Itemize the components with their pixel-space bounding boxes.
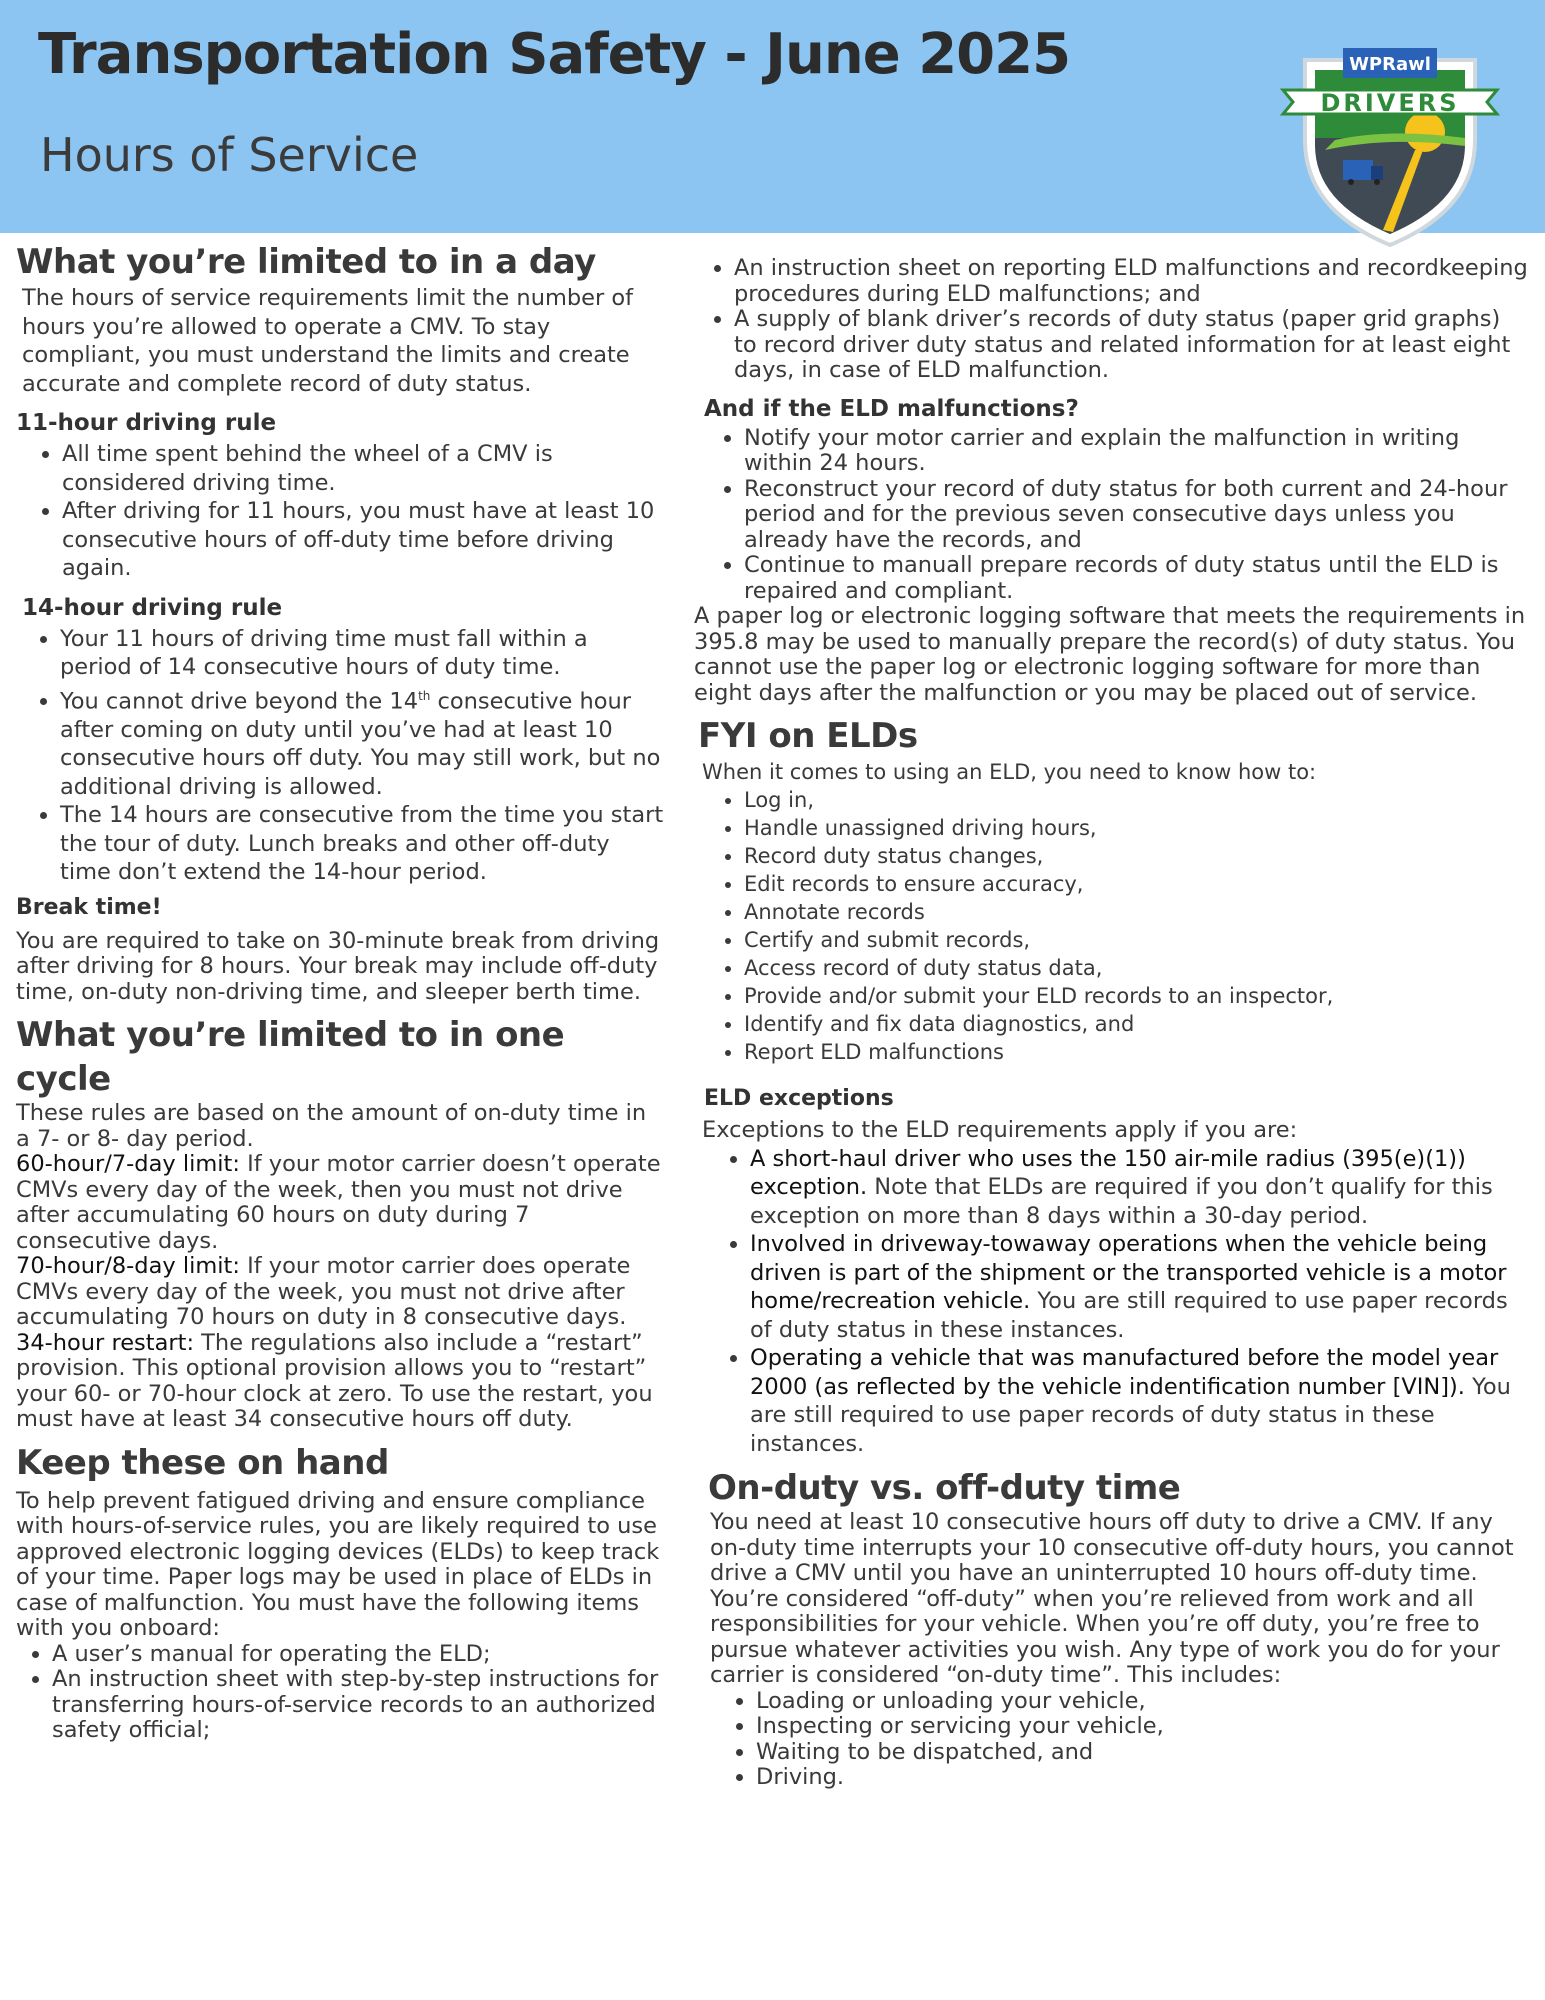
list-item: • An instruction sheet with step-by-step instructions for transferring hours-of-service records to an authorized safety official; — [52, 1667, 664, 1744]
hand-list — [16, 1642, 664, 1744]
list-item: • The 14 hours are consecutive from the time you start the tour of duty. Lunch breaks and other off-duty time don’t extend the 14-hour period. — [60, 801, 664, 887]
section-heading-hand: Keep these on hand — [16, 1442, 389, 1483]
list-item: • Edit records to ensure accuracy, — [744, 870, 1529, 898]
section-heading-cycle: What you’re limited to in one cycle — [16, 1015, 565, 1099]
list-item: • An instruction sheet on reporting ELD malfunctions and recordkeeping procedures during ELD malfunctions; and — [734, 256, 1529, 307]
list-item: • A short-haul driver who uses the 150 air-mile radius (395(e)(1)) exception. Note that ELDs are required if you don’t qualify for this exception on more than 8 days within a 30-day period. — [750, 1145, 1529, 1231]
list-item: • Inspecting or servicing your vehicle, — [756, 1714, 1529, 1740]
malfunction-heading: And if the ELD malfunctions? — [704, 395, 1079, 422]
list-item: • After driving for 11 hours, you must have at least 10 consecutive hours of off-duty time before driving again. — [62, 497, 664, 583]
list-item: • Reconstruct your record of duty status for both current and 24-hour period and for the previous seven consecutive days unless you already have the records, and — [744, 477, 1529, 554]
section-heading-onduty: On-duty vs. off-duty time — [708, 1468, 1181, 1508]
rule11-heading: 11-hour driving rule — [16, 410, 277, 436]
hand-list-continued — [694, 256, 1529, 384]
list-item: • Your 11 hours of driving time must fall within a period of 14 consecutive hours of duty time. — [60, 625, 664, 682]
logo-drivers-text: DRIVERS — [1320, 89, 1460, 117]
list-item: • Access record of duty status data, — [744, 954, 1529, 982]
logo-brand-text: WPRawl — [1349, 54, 1431, 75]
exceptions-heading: ELD exceptions — [704, 1086, 894, 1111]
limit-60-hour: 60-hour/7-day limit: If your motor carrier doesn’t operate CMVs every day of the week, then you must not drive after accumulating 60 hours on duty during 7 consecutive days. — [16, 1151, 661, 1254]
restart-34-hour: 34-hour restart: The regulations also include a “restart” provision. This optional provision allows you to “restart” your 60- or 70-hour clock at zero. To use the restart, you must have at least 34 consecutive hours off duty. — [16, 1329, 653, 1432]
list-item: • A user’s manual for operating the ELD; — [52, 1642, 664, 1668]
malfunction-note: A paper log or electronic logging software that meets the requirements in 395.8 may be used to manually prepare the record(s) of duty status. You cannot use the paper log or electronic logging software for more than eight days after the malfunction or you may be placed out of service. — [694, 603, 1526, 706]
list-item: • Identify and fix data diagnostics, and — [744, 1010, 1529, 1038]
rule11-list — [16, 440, 664, 583]
list-item: • Certify and submit records, — [744, 926, 1529, 954]
page-title: Transportation Safety - June 2025 — [38, 22, 1071, 87]
list-item: • Operating a vehicle that was manufactured before the model year 2000 (as reflected by the vehicle indentification number [VIN]). You are still required to use paper records of duty status in these instances. — [750, 1344, 1529, 1458]
limit-70-hour: 70-hour/8-day limit: If your motor carrier does operate CMVs every day of the week, you must not drive after accumulating 70 hours on duty in 8 consecutive days. — [16, 1253, 631, 1330]
sun-icon — [1405, 112, 1445, 152]
page-header — [0, 0, 1545, 233]
exceptions-intro: Exceptions to the ELD requirements apply if you are: — [702, 1117, 1298, 1143]
rule14-list — [16, 625, 664, 887]
break-heading: Break time! — [16, 894, 162, 920]
page-subtitle: Hours of Service — [40, 128, 419, 182]
onduty-text: You need at least 10 consecutive hours off duty to drive a CMV. If any on-duty time interrupts your 10 consecutive off-duty hours, you cannot drive a CMV until you have an uninterrupted 10 hours off-duty time. You’re considered “off-duty” when you’re relieved from work and all responsibilities for your vehicle. When you’re off duty, you’re free to pursue whatever activities you wish. Any type of work you do for your carrier is considered “on-duty time”. This includes: — [710, 1509, 1514, 1688]
list-item: • Log in, — [744, 786, 1529, 814]
right-column — [694, 256, 1529, 1791]
drivers-shield-logo — [1265, 20, 1515, 250]
list-item: • Annotate records — [744, 898, 1529, 926]
list-item: • You cannot drive beyond the 14th consecutive hour after coming on duty until you’ve had at least 10 consecutive hours off duty. You may still work, but no additional driving is allowed. — [60, 682, 664, 802]
break-text: You are required to take on 30-minute break from driving after driving for 8 hours. Your break may include off-duty time, on-duty non-driving time, and sleeper berth time. — [16, 927, 660, 1005]
list-item: • Handle unassigned driving hours, — [744, 814, 1529, 842]
list-item: • A supply of blank driver’s records of duty status (paper grid graphs) to record driver duty status and related information for at least eight days, in case of ELD malfunction. — [734, 307, 1529, 384]
list-item: • Report ELD malfunctions — [744, 1038, 1529, 1066]
list-item: • Waiting to be dispatched, and — [756, 1740, 1529, 1766]
onduty-list — [710, 1689, 1529, 1791]
hand-intro: To help prevent fatigued driving and ensure compliance with hours-of-service rules, you are likely required to use approved electronic logging devices (ELDs) to keep track of your time. Paper logs may be used in place of ELDs in case of malfunction. You must have the following items with you onboard: — [16, 1487, 660, 1641]
list-item: • Driving. — [756, 1765, 1529, 1791]
fyi-intro: When it comes to using an ELD, you need to know how to: — [702, 760, 1317, 784]
list-item: • Involved in driveway-towaway operations when the vehicle being driven is part of the shipment or the transported vehicle is a motor home/recreation vehicle. You are still required to use paper records of duty status in these instances. — [750, 1230, 1529, 1344]
section-heading-fyi: FYI on ELDs — [698, 716, 918, 756]
list-item: • Record duty status changes, — [744, 842, 1529, 870]
day-intro: The hours of service requirements limit the number of hours you’re allowed to operate a CMV. To stay compliant, you must understand the limits and create accurate and complete record of duty status. — [22, 285, 634, 397]
malfunction-list — [694, 426, 1529, 605]
left-column — [16, 240, 664, 1744]
rule14-heading: 14-hour driving rule — [22, 594, 283, 621]
list-item: • All time spent behind the wheel of a CMV is considered driving time. — [62, 440, 664, 497]
exceptions-list — [694, 1145, 1529, 1459]
list-item: • Continue to manuall prepare records of duty status until the ELD is repaired and compliant. — [744, 553, 1529, 604]
list-item: • Provide and/or submit your ELD records to an inspector, — [744, 982, 1529, 1010]
fyi-list — [694, 786, 1529, 1066]
cycle-intro: These rules are based on the amount of on-duty time in a 7- or 8- day period. — [16, 1100, 647, 1152]
section-heading-day: What you’re limited to in a day — [16, 242, 596, 282]
list-item: • Loading or unloading your vehicle, — [756, 1689, 1529, 1715]
list-item: • Notify your motor carrier and explain the malfunction in writing within 24 hours. — [744, 426, 1529, 477]
